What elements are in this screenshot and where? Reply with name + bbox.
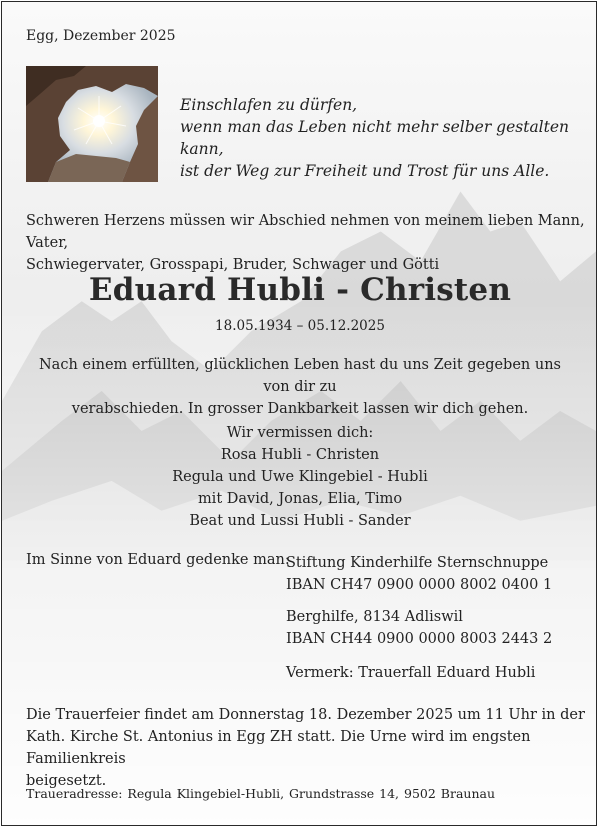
intro-line: Schwiegervater, Grosspapi, Bruder, Schwager und Götti <box>26 257 440 273</box>
org2-name: Berghilfe, 8134 Adliswil <box>286 609 463 625</box>
funeral-line: Kath. Kirche St. Antonius in Egg ZH statt. Die Urne wird im engsten Familienkreis <box>26 729 531 767</box>
obituary-page <box>1 1 597 826</box>
mourners-list <box>2 422 597 532</box>
life-dates: 18.05.1934 – 05.12.2025 <box>215 318 385 334</box>
intro-line: Schweren Herzens müssen wir Abschied nehmen von meinem lieben Mann, Vater, <box>26 213 585 251</box>
poem <box>180 94 596 182</box>
donation-note: Vermerk: Trauerfall Eduard Hubli <box>286 665 536 681</box>
mourner-name: mit David, Jonas, Elia, Timo <box>197 491 403 507</box>
memorial-donations <box>286 552 552 684</box>
funeral-line: Die Trauerfeier findet am Donnerstag 18. Dezember 2025 um 11 Uhr in der <box>26 707 585 723</box>
message-line: verabschieden. In grosser Dankbarkeit lassen wir dich gehen. <box>71 401 529 417</box>
mourners-heading: Wir vermissen dich: <box>226 425 374 441</box>
intro-text <box>26 210 586 276</box>
org1-iban: IBAN CH47 0900 0000 8002 0400 1 <box>286 577 553 593</box>
funeral-info <box>26 704 586 792</box>
mourner-name: Regula und Uwe Klingebiel - Hubli <box>172 469 428 485</box>
mourner-name: Rosa Hubli - Christen <box>220 447 380 463</box>
mourning-address: Traueradresse: Regula Klingebiel-Hubli, Grundstrasse 14, 9502 Braunau <box>26 786 495 801</box>
memorial-label: Im Sinne von Eduard gedenke man: <box>26 552 290 568</box>
mourner-name: Beat und Lussi Hubli - Sander <box>189 513 411 529</box>
farewell-message <box>32 354 568 420</box>
message-line: Nach einem erfüllten, glücklichen Leben hast du uns Zeit gegeben uns von dir zu <box>38 357 561 395</box>
org1-name: Stiftung Kinderhilfe Sternschnuppe <box>286 555 549 571</box>
poem-line: wenn man das Leben nicht mehr selber gestalten kann, <box>180 118 570 158</box>
funeral-line: beigesetzt. <box>26 773 107 789</box>
poem-line: Einschlafen zu dürfen, <box>180 96 358 114</box>
deceased-name: Eduard Hubli - Christen <box>88 272 512 308</box>
poem-line: ist der Weg zur Freiheit und Trost für uns Alle. <box>180 162 550 180</box>
org2-iban: IBAN CH44 0900 0000 8003 2443 2 <box>286 631 553 647</box>
place-date: Egg, Dezember 2025 <box>26 28 176 44</box>
sunburst-rock-arch-photo <box>26 66 158 182</box>
